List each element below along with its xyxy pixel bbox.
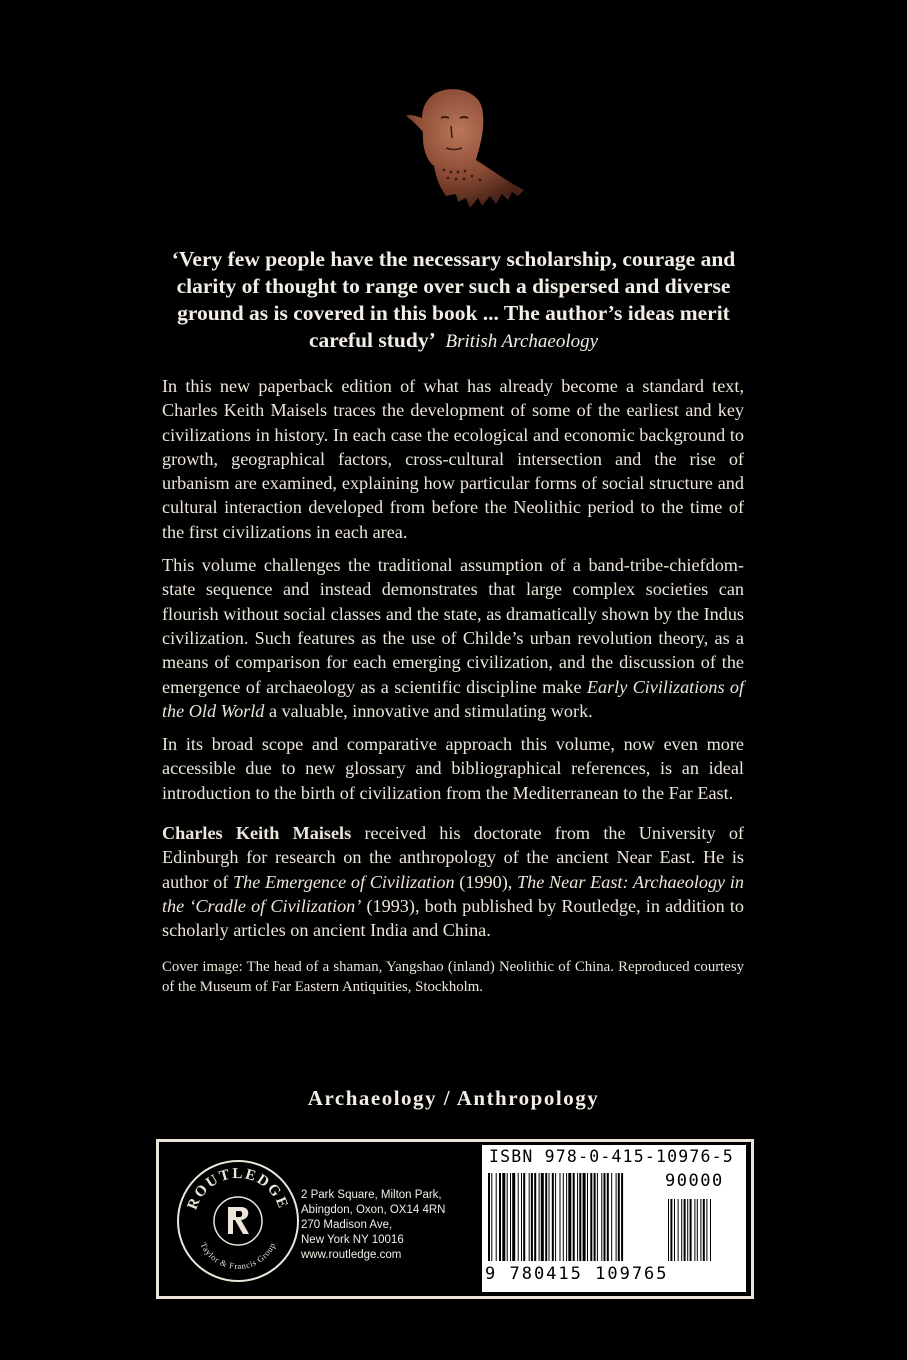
addon-bar (700, 1199, 701, 1261)
publisher-box (156, 1139, 754, 1299)
barcode-bar (601, 1173, 602, 1261)
barcode-bar (531, 1173, 533, 1261)
barcode-bar (488, 1173, 490, 1261)
barcode-bar (573, 1173, 575, 1261)
barcode-bar (549, 1173, 550, 1261)
addon-bar (710, 1199, 711, 1261)
bio-text-1: received his doctorate from the University of Edinburgh for research on the anthropology of the ancient Near East. He is author of (162, 823, 744, 892)
barcode-bar (563, 1173, 564, 1261)
addon-bar (674, 1199, 675, 1261)
barcode-bar (539, 1173, 540, 1261)
addon-bar (706, 1199, 707, 1261)
barcode-bar (529, 1173, 530, 1261)
barcode-bar (534, 1173, 536, 1261)
logo-subtext: Taylor & Francis Group (198, 1240, 278, 1272)
barcode-bar (566, 1173, 567, 1261)
barcode-bar (568, 1173, 571, 1261)
barcode-bar (604, 1173, 606, 1261)
author-name: Charles Keith Maisels (162, 823, 352, 844)
barcode-bar (512, 1173, 515, 1261)
barcode-bar (616, 1173, 617, 1261)
barcode-bar (523, 1173, 525, 1261)
barcode-bar (510, 1173, 511, 1261)
address-line: 270 Madison Ave, (301, 1219, 393, 1231)
addon-bar (687, 1199, 688, 1261)
publisher-website: www.routledge.com (301, 1249, 402, 1261)
bio-text-2: (1990), (454, 871, 518, 892)
barcode-bar (621, 1173, 623, 1261)
barcode-bar (499, 1173, 501, 1261)
barcode-bar (496, 1173, 497, 1261)
barcode-bar (618, 1173, 620, 1261)
addon-bar (684, 1199, 686, 1261)
book-title: Early Civilizations of the Old World (162, 676, 744, 721)
barcode-bar (611, 1173, 612, 1261)
bio-book-1: The Emergence of Civilization (233, 871, 455, 892)
barcode-bar (587, 1173, 588, 1261)
isbn-barcode (482, 1145, 746, 1292)
author-bio (162, 821, 744, 942)
barcode-bar (555, 1173, 556, 1261)
barcode-bar (607, 1173, 609, 1261)
address-line: New York NY 10016 (301, 1234, 404, 1246)
addon-bar (694, 1199, 695, 1261)
addon-bar (668, 1199, 669, 1261)
paragraph-2-text: This volume challenges the traditional assumption of a band-tribe-chiefdom-state sequence and instead demonstrates that large complex societies can flourish without social classes and the state, as dramatically shown by the Indus civilization. Such features as the use of Childe’s urban revolution theory, as a means of comparison for each emerging civilization, and the discussion of the emergence of archaeology as a scientific discipline make (162, 555, 744, 697)
barcode-bar (521, 1173, 522, 1261)
barcode-bar (545, 1173, 547, 1261)
address-line: Abingdon, Oxon, OX14 4RN (301, 1204, 446, 1216)
barcode-bar (507, 1173, 508, 1261)
description-paragraph-2 (162, 553, 744, 723)
barcode-bar (560, 1173, 561, 1261)
barcode-bar (597, 1173, 598, 1261)
barcode-bar (552, 1173, 554, 1261)
bio-book-2: The Near East: Archaeology in the ‘Cradle of Civilization’ (162, 871, 744, 916)
address-line: 2 Park Square, Milton Park, (301, 1189, 442, 1201)
barcode-bar (541, 1173, 544, 1261)
barcode-bar (594, 1173, 596, 1261)
subject-category: Archaeology / Anthropology (307, 1086, 600, 1110)
price-code: 90000 (665, 1171, 724, 1191)
routledge-logo (175, 1158, 301, 1284)
shaman-head-image (396, 86, 536, 221)
addon-bar (670, 1199, 672, 1261)
barcode-bar (590, 1173, 592, 1261)
paragraph-2-text-end: a valuable, innovative and stimulating work. (264, 700, 593, 721)
barcode-bar (491, 1173, 492, 1261)
description-paragraph-3: In its broad scope and comparative approach this volume, now even more accessible due to new glossary and bibliographical references, is an ideal introduction to the birth of civilization from the Mediterranean to the Far East. (162, 734, 744, 803)
barcode-bar (583, 1173, 586, 1261)
quote-source: British Archaeology (445, 331, 599, 352)
barcode-bar (579, 1173, 581, 1261)
barcode-bar (502, 1173, 505, 1261)
logo-text: ROUTLEDGE (184, 1165, 292, 1212)
isbn-number: ISBN 978-0-415-10976-5 (489, 1147, 734, 1166)
addon-bar (690, 1199, 692, 1261)
publisher-address (301, 1188, 471, 1263)
addon-bar (703, 1199, 705, 1261)
book-description (162, 374, 744, 1006)
addon-bar (678, 1199, 679, 1261)
addon-bar (697, 1199, 698, 1261)
addon-bar (681, 1199, 682, 1261)
cover-credit: Cover image: The head of a shaman, Yangshao (inland) Neolithic of China. Reproduced courtesy of the Museum of Far Eastern Antiquities, Stockholm. (162, 958, 744, 995)
quote-text: ‘Very few people have the necessary scholarship, courage and clarity of thought to range over such a dispersed and diverse ground as is covered in this book ... The author’s ideas merit careful study’ (171, 247, 736, 352)
review-quote (150, 246, 757, 355)
description-paragraph-1: In this new paperback edition of what has already become a standard text, Charles Keith Maisels traces the development of some of the earliest and key civilizations in history. In each case the ecological and economic background to growth, geographical factors, cross-cultural intersection and the rise of urbanism are examined, explaining how particular forms of social structure and cultural interaction developed from before the Neolithic period to the time of the first civilizations in each area. (162, 376, 744, 542)
barcode-bar (518, 1173, 519, 1261)
bio-text-3: (1993), both published by Routledge, in addition to scholarly articles on ancient India and China. (162, 895, 744, 941)
barcode-bar (577, 1173, 578, 1261)
ean-digits: 9 780415 109765 (485, 1264, 669, 1284)
